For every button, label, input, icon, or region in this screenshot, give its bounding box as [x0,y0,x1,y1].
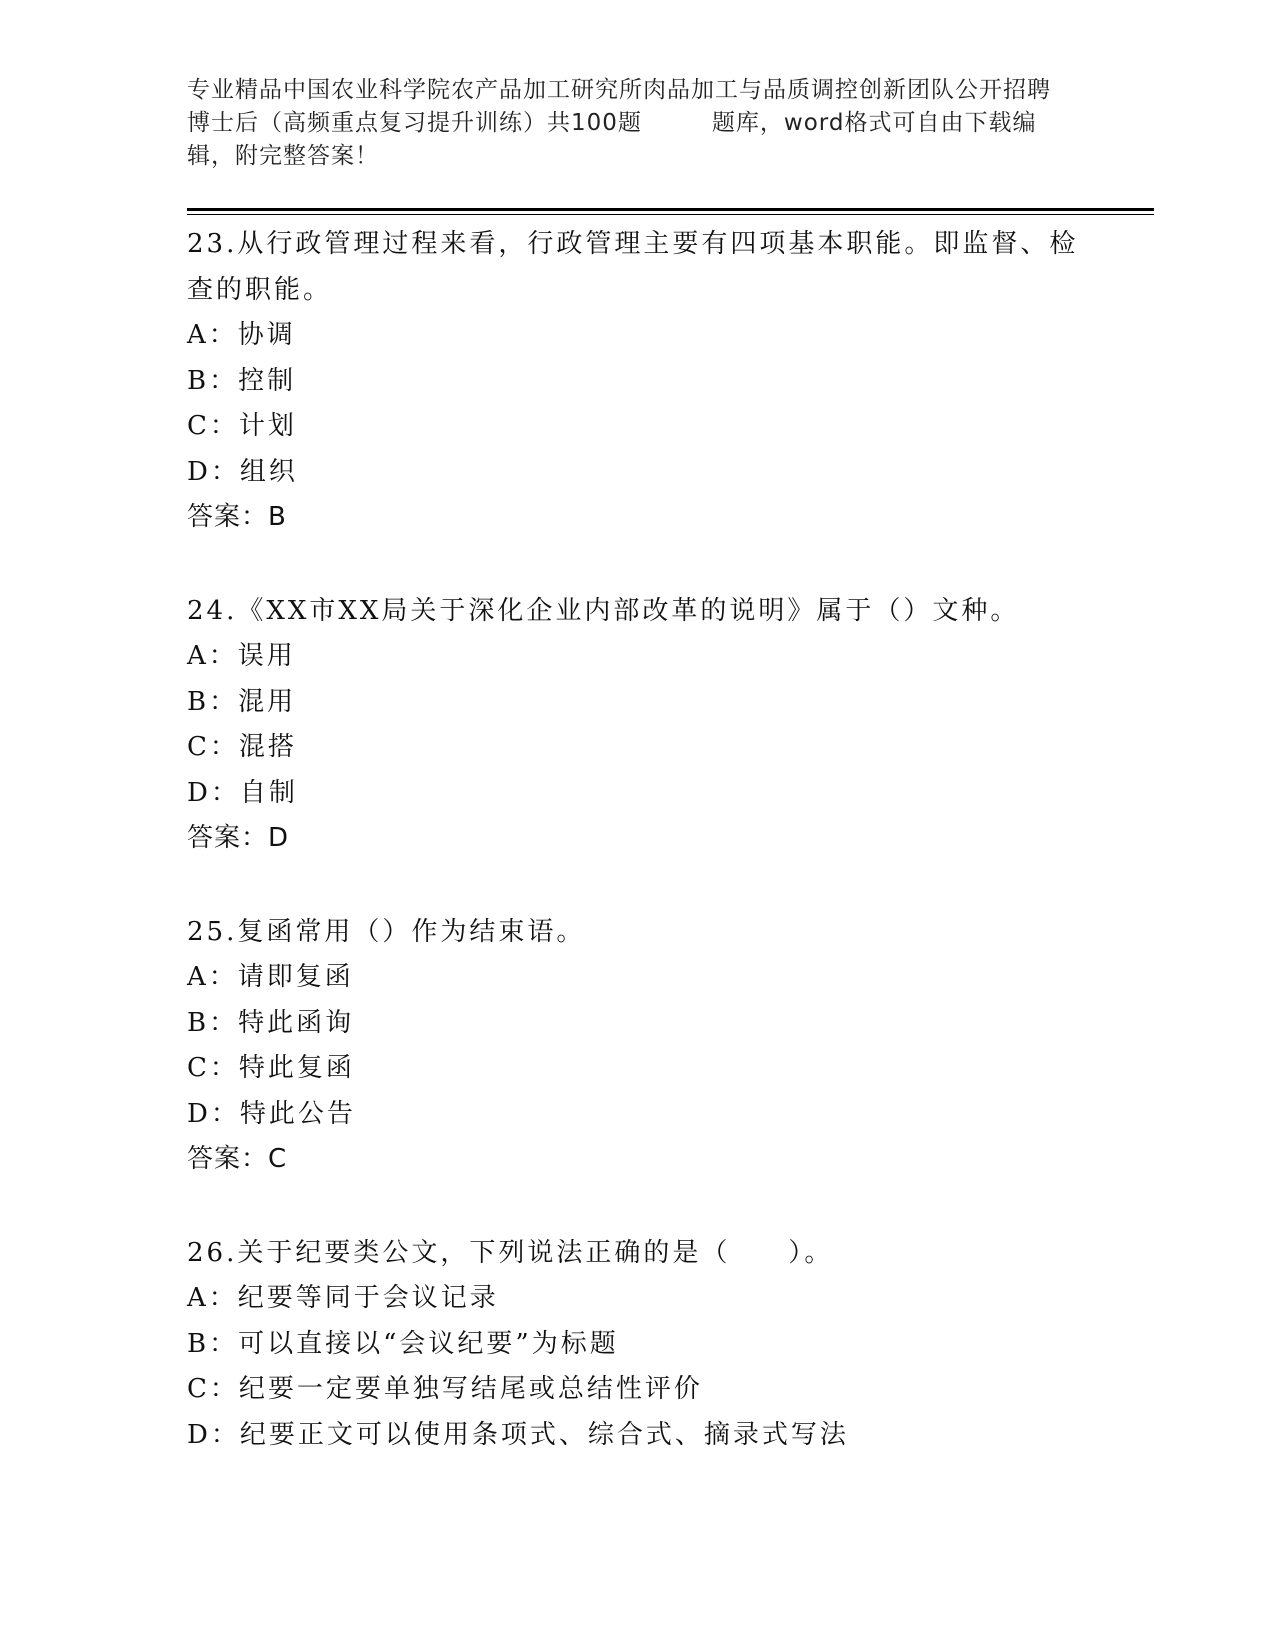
question-stem: 23.从行政管理过程来看，行政管理主要有四项基本职能。即监督、检 [187,229,1079,259]
header-divider-thin [187,214,1154,215]
option-a: A：请即复函 [187,962,354,992]
answer: 答案：D [187,823,290,853]
document-header [187,74,1087,173]
header-line-2-part-2: 题库，word格式可自由下载编 [711,110,1037,136]
option-c: C：纪要一定要单独写结尾或总结性评价 [187,1374,703,1404]
option-a: A：协调 [187,320,296,350]
question-23 [187,222,1087,541]
option-b: B：可以直接以“会议纪要”为标题 [187,1328,619,1359]
option-c: C：特此复函 [187,1053,355,1083]
question-24 [187,589,1087,862]
header-line-2-part-1: 博士后（高频重点复习提升训练）共100题 [187,110,642,136]
answer: 答案：C [187,1144,288,1174]
question-25 [187,910,1087,1183]
option-a: A：纪要等同于会议记录 [187,1283,499,1313]
option-b: B：控制 [187,365,297,396]
option-b: B：混用 [187,686,297,717]
option-b: B：特此函询 [187,1007,355,1038]
option-c: C：计划 [187,411,297,441]
option-d: D：特此公告 [187,1098,356,1129]
header-line-2 [187,107,1087,140]
header-line-1: 专业精品中国农业科学院农产品加工研究所肉品加工与品质调控创新团队公开招聘 [187,77,1051,103]
header-divider-thick [187,208,1154,211]
question-stem: 24.《XX市XX局关于深化企业内部改革的说明》属于（）文种。 [187,595,1020,626]
question-list [187,222,1087,1506]
option-d: D：组织 [187,456,298,487]
question-stem: 25.复函常用（）作为结束语。 [187,916,586,947]
option-c: C：混搭 [187,732,297,762]
option-d: D：自制 [187,777,298,808]
question-26 [187,1231,1087,1459]
question-stem: 26.关于纪要类公文，下列说法正确的是（ ）。 [187,1237,834,1268]
question-stem-continued: 查的职能。 [187,274,333,305]
header-line-3: 辑，附完整答案！ [187,143,379,169]
answer: 答案：B [187,502,287,532]
option-a: A：误用 [187,641,296,671]
option-d: D：纪要正文可以使用条项式、综合式、摘录式写法 [187,1419,849,1450]
